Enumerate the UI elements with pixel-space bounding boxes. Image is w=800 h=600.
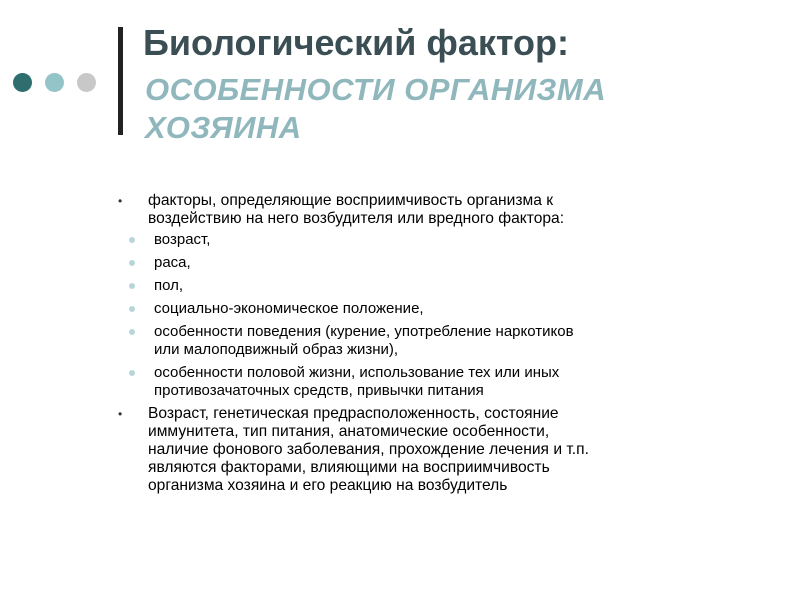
dot-gray-icon [77, 73, 96, 92]
text-line: социально-экономическое положение, [154, 300, 424, 317]
bullet-icon: • [118, 194, 123, 208]
sub-bullet-icon [129, 306, 135, 312]
sub-bullet-list [118, 231, 778, 400]
text-line: раса, [154, 254, 191, 271]
decorative-dots [13, 73, 103, 93]
sub-bullet-item [118, 323, 778, 359]
slide-subtitle [145, 71, 705, 147]
sub-bullet-icon [129, 260, 135, 266]
text-line: возраст, [154, 231, 211, 248]
text-line: противозачаточных средств, привычки питания [154, 382, 484, 399]
text-line: или малоподвижный образ жизни), [154, 341, 399, 358]
sub-bullet-icon [129, 329, 135, 335]
text-line: Возраст, генетическая предрасположенность, состояние [148, 405, 559, 422]
dot-teal-icon [45, 73, 64, 92]
slide-title: Биологический фактор: [143, 22, 570, 63]
dot-dark-icon [13, 73, 32, 92]
bullet-text [148, 405, 778, 495]
text-line: иммунитета, тип питания, анатомические особенности, [148, 423, 550, 440]
sub-bullet-icon [129, 237, 135, 243]
bullet-icon: • [118, 407, 123, 421]
sub-bullet-icon [129, 370, 135, 376]
text-line: организма хозяина и его реакцию на возбудитель [148, 477, 508, 494]
bullet-item [118, 405, 778, 495]
bullet-text [148, 192, 778, 228]
sub-bullet-item [118, 364, 778, 400]
text-line: пол, [154, 277, 184, 294]
text-line: являются факторами, влияющими на восприимчивость [148, 459, 550, 476]
sub-bullet-item [118, 231, 778, 249]
sub-bullet-icon [129, 283, 135, 289]
sub-bullet-item [118, 254, 778, 272]
text-line: наличие фонового заболевания, прохождение лечения и т.п. [148, 441, 589, 458]
subtitle-line: ХОЗЯИНА [145, 110, 302, 145]
sub-bullet-item [118, 300, 778, 318]
text-line: особенности половой жизни, использование тех или иных [154, 364, 560, 381]
slide-body [118, 192, 778, 495]
bullet-item [118, 192, 778, 228]
text-line: факторы, определяющие восприимчивость организма к [148, 192, 554, 209]
text-line: воздействию на него возбудителя или вредного фактора: [148, 210, 565, 227]
sub-bullet-item [118, 277, 778, 295]
title-divider [118, 27, 123, 135]
text-line: особенности поведения (курение, употребление наркотиков [154, 323, 574, 340]
subtitle-line: ОСОБЕННОСТИ ОРГАНИЗМА [145, 72, 607, 107]
